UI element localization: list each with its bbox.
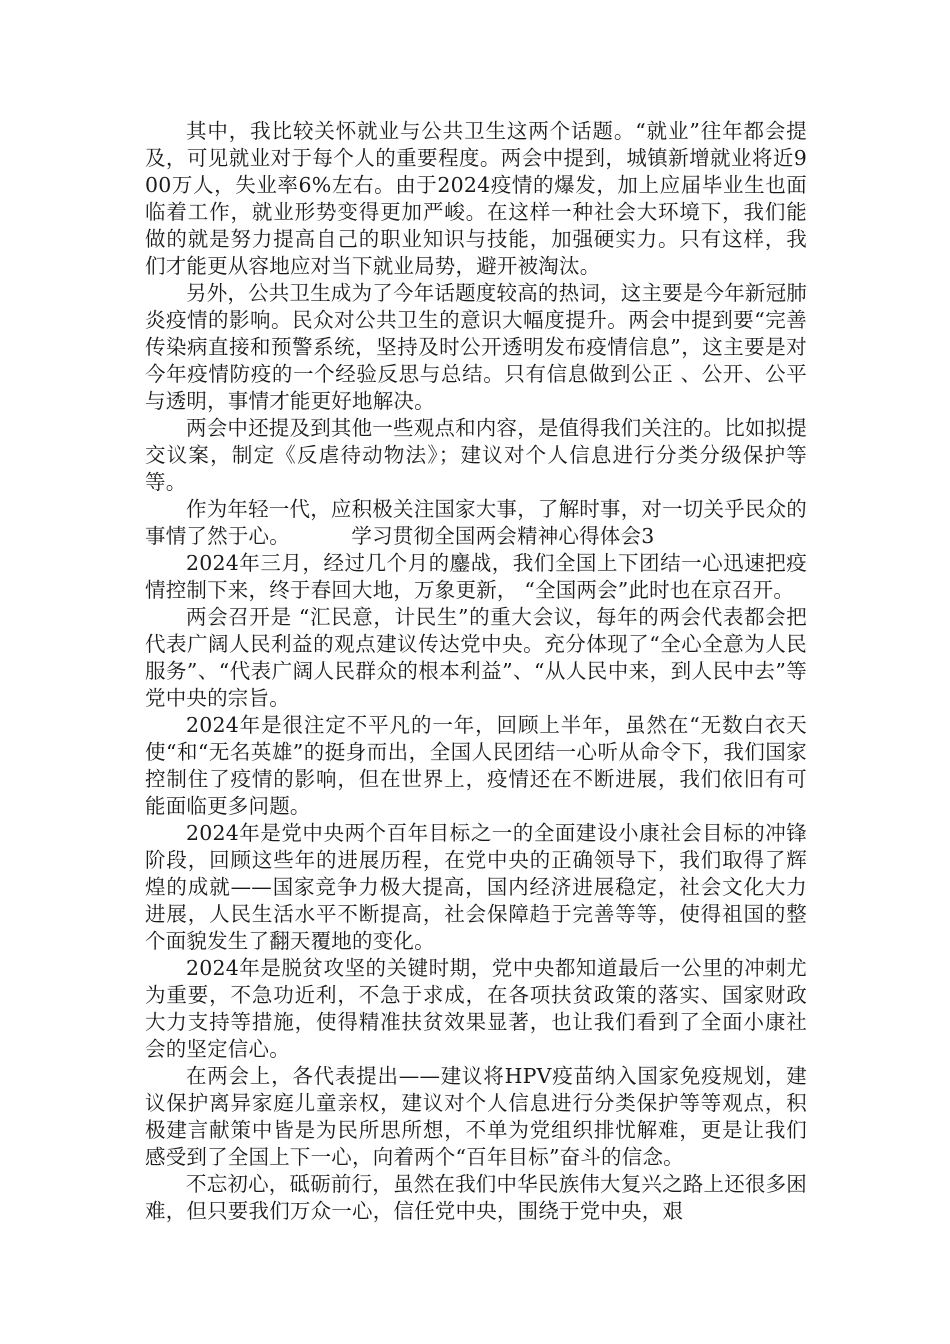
paragraph-young-generation [145, 496, 807, 550]
paragraph-meeting-purpose: 两会召开是 “汇民意，计民生”的重大会议，每年的两会代表都会把代表广阔人民利益的观点建议传达党中央。充分体现了“全心全意为人民服务”、“代表广阔人民群众的根本利益”、“从人民中来，到人民中去”等党中央的宗旨。 [145, 605, 807, 710]
paragraph-proposals: 在两会上，各代表提出——建议将HPV疫苗纳入国家免疫规划，建议保护离异家庭儿童亲权，建议对个人信息进行分类保护等等观点，积极建言献策中皆是为民所思所想，不单为党组织排忧解难，更是让我们感受到了全国上下一心，向着两个“百年目标”奋斗的信念。 [145, 1064, 807, 1169]
paragraph-centenary-goal: 2024年是党中央两个百年目标之一的全面建设小康社会目标的冲锋阶段，回顾这些年的进展历程，在党中央的正确领导下，我们取得了辉煌的成就——国家竞争力极大提高，国内经济进展稳定，社会文化大力进展，人民生活水平不断提高，社会保障趋于完善等等，使得祖国的整个面貌发生了翻天覆地的变化。 [145, 821, 807, 953]
paragraph-unusual-year: 2024年是很注定不平凡的一年，回顾上半年，虽然在“无数白衣天使“和“无名英雄”的挺身而出，全国人民团结一心听从命令下，我们国家控制住了疫情的影响，但在世界上，疫情还在不断进展，我们依旧有可能面临更多问题。 [145, 713, 807, 818]
section-heading: 学习贯彻全国两会精神心得体会3 [351, 524, 655, 548]
paragraph-march: 2024年三月，经过几个月的鏖战，我们全国上下团结一心迅速把疫情控制下来，终于春回大地，万象更新， “全国两会”此时也在京召开。 [145, 551, 807, 602]
paragraph-public-health: 另外，公共卫生成为了今年话题度较高的热词，这主要是今年新冠肺炎疫情的影响。民众对公共卫生的意识大幅度提升。两会中提到要“完善传染病直接和预警系统，坚持及时公开透明发布疫情信息”，这主要是对今年疫情防疫的一个经验反思与总结。只有信息做到公正 、公开、公平与透明，事情才能更好地解决。 [145, 281, 807, 413]
document-page [145, 118, 807, 1225]
paragraph-poverty: 2024年是脱贫攻坚的关键时期，党中央都知道最后一公里的冲刺尤为重要，不急功近利，不急于求成，在各项扶贫政策的落实、国家财政大力支持等措施，使得精准扶贫效果显著，也让我们看到了全面小康社会的坚定信心。 [145, 956, 807, 1061]
paragraph-conclusion: 不忘初心，砥砺前行，虽然在我们中华民族伟大复兴之路上还很多困难，但只要我们万众一心，信任党中央，围绕于党中央，艰 [145, 1172, 807, 1223]
paragraph-young-generation-text: 作为年轻一代，应积极关注国家大事，了解时事，对一切关乎民众的事情了然于心。 [145, 497, 807, 548]
paragraph-other-topics: 两会中还提及到其他一些观点和内容，是值得我们关注的。比如拟提交议案，制定《反虐待动物法》；建议对个人信息进行分类分级保护等等。 [145, 416, 807, 494]
paragraph-employment: 其中，我比较关怀就业与公共卫生这两个话题。“就业”往年都会提及，可见就业对于每个人的重要程度。两会中提到，城镇新增就业将近900万人，失业率6%左右。由于2024疫情的爆发，加上应届毕业生也面临着工作，就业形势变得更加严峻。在这样一种社会大环境下，我们能做的就是努力提高自己的职业知识与技能，加强硬实力。只有这样，我们才能更从容地应对当下就业局势，避开被淘汰。 [145, 119, 807, 278]
